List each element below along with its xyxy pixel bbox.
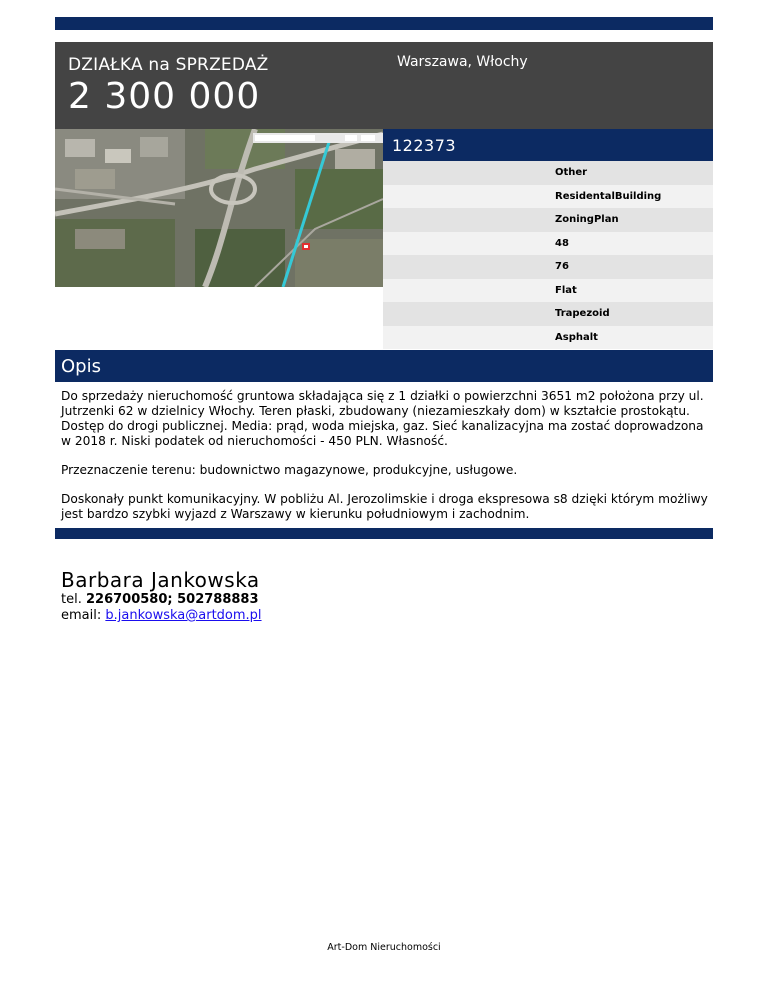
- attribute-row: ZoningPlan: [383, 208, 713, 232]
- agent-phone: 226700580; 502788883: [85, 592, 259, 607]
- agent-email-link[interactable]: b.jankowska@artdom.pl: [105, 608, 262, 623]
- email-label: email:: [61, 608, 102, 623]
- attribute-row: Other: [383, 161, 713, 185]
- listing-price: 2 300 000: [68, 76, 261, 117]
- listing-details: [383, 129, 713, 349]
- agent-phone-line: [61, 592, 262, 608]
- attribute-row: 48: [383, 232, 713, 256]
- listing-type: DZIAŁKA na SPRZEDAŻ: [68, 55, 269, 75]
- description-text: [61, 389, 709, 536]
- attribute-row: Trapezoid: [383, 302, 713, 326]
- phone-label: tel.: [61, 592, 82, 607]
- top-bar: [55, 17, 713, 30]
- listing-location: Warszawa, Włochy: [397, 54, 528, 70]
- listing-id: 122373: [383, 129, 713, 161]
- agent-email-line: [61, 608, 262, 624]
- description-heading-bar: [55, 350, 713, 382]
- description-heading: Opis: [61, 356, 101, 377]
- agent-contact: [61, 568, 262, 624]
- listing-header: [55, 42, 713, 129]
- description-paragraph: Przeznaczenie terenu: budownictwo magazynowe, produkcyjne, usługowe.: [61, 463, 518, 477]
- description-paragraph: Doskonały punkt komunikacyjny. W pobliżu Al. Jerozolimskie i droga ekspresowa s8 dzięki którym możliwy jest bardzo szybki wyjazd z Warszawy w kierunku południowym i zachodnim.: [61, 492, 708, 521]
- attribute-row: Flat: [383, 279, 713, 303]
- aerial-map: [55, 129, 383, 287]
- attribute-row: Asphalt: [383, 326, 713, 350]
- agent-name: Barbara Jankowska: [61, 568, 260, 592]
- description-paragraph: Do sprzedaży nieruchomość gruntowa składająca się z 1 działki o powierzchni 3651 m2 położona przy ul. Jutrzenki 62 w dzielnicy Włochy. Teren płaski, zbudowany (niezamieszkały dom) w kształcie prostokątu. Dostęp do drogi publicznej. Media: prąd, woda miejska, gaz. Sieć kanalizacyjna ma zostać doprowadzona w 2018 r. Niski podatek od nieruchomości - 450 PLN. Własność.: [61, 389, 704, 448]
- footer-company: Art-Dom Nieruchomości: [327, 942, 441, 953]
- attribute-row: ResidentalBuilding: [383, 185, 713, 209]
- map-image: [55, 129, 383, 287]
- attribute-row: 76: [383, 255, 713, 279]
- bottom-bar: [55, 528, 713, 539]
